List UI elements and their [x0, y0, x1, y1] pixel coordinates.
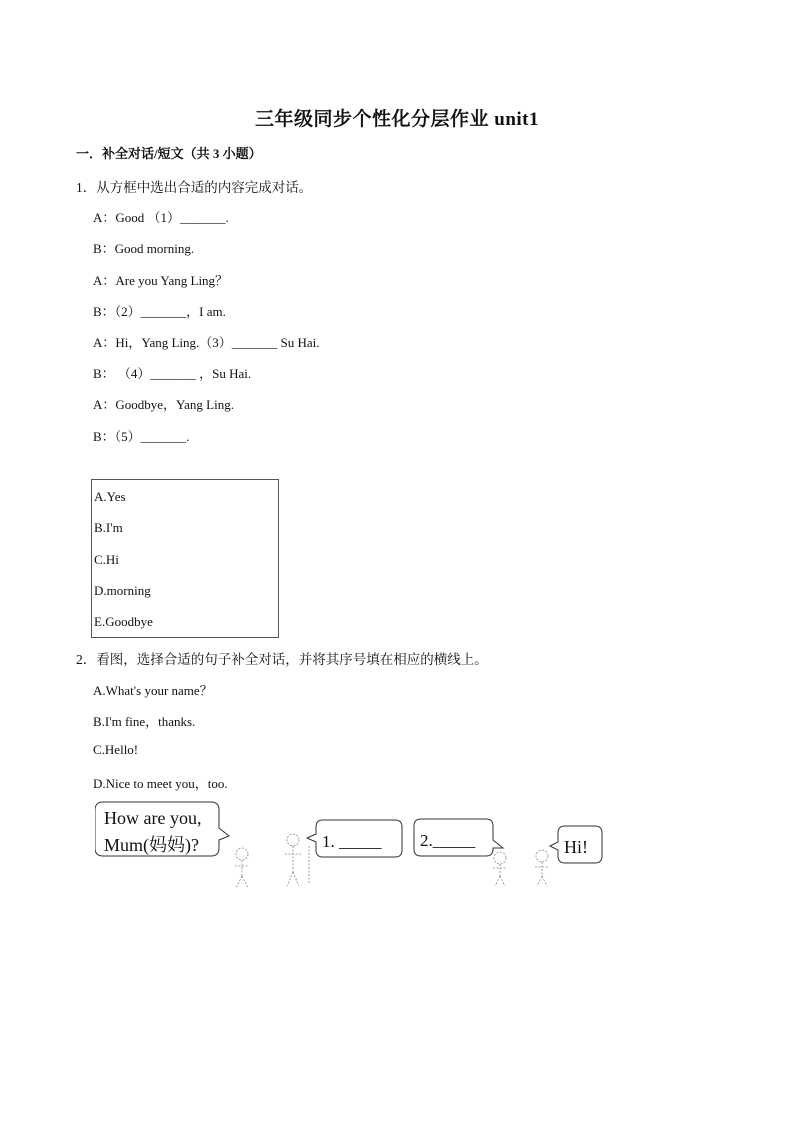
sentence-option: A.What's your name？	[93, 683, 213, 698]
dialogue-line: B：（2）_______，I am.	[93, 304, 226, 319]
option-item: D.morning	[94, 583, 151, 598]
speech-bubble-4	[550, 826, 602, 863]
dialogue-line: B：（5）_______.	[93, 429, 190, 444]
dialogue-line: A：Goodbye，Yang Ling.	[93, 397, 234, 412]
dialogue-illustration	[95, 796, 605, 896]
question-2-prompt: 2．看图，选择合适的句子补全对话，并将其序号填在相应的横线上。	[76, 652, 488, 667]
sentence-option: D.Nice to meet you，too.	[93, 776, 228, 791]
bubble-4-text: Hi!	[564, 837, 588, 857]
question-1-prompt: 1．从方框中选出合适的内容完成对话。	[76, 180, 313, 195]
figure-child-left	[235, 848, 249, 888]
dialogue-line: A：Are you Yang Ling？	[93, 273, 229, 288]
figure-mother	[285, 834, 309, 886]
sentence-option: C.Hello!	[93, 742, 139, 757]
bubble-1-line-2: Mum(妈妈)?	[104, 835, 199, 855]
option-item: E.Goodbye	[94, 614, 153, 629]
speech-bubble-3	[414, 819, 503, 856]
bubble-3-text: 2._____	[420, 831, 476, 850]
sentence-option: B.I'm fine，thanks.	[93, 714, 196, 729]
option-item: C.Hi	[94, 552, 119, 567]
option-item: B.I'm	[94, 520, 123, 535]
page-title: 三年级同步个性化分层作业 unit1	[255, 109, 539, 130]
dialogue-line: A：Hi，Yang Ling.（3）_______ Su Hai.	[93, 335, 320, 350]
option-item: A.Yes	[94, 489, 126, 504]
figure-child-right	[535, 850, 549, 886]
dialogue-line: B： （4）_______ ，Su Hai.	[93, 366, 252, 381]
section-heading: 一．补全对话/短文（共 3 小题）	[76, 146, 262, 161]
speech-bubble-1	[95, 802, 229, 856]
dialogue-line: B：Good morning.	[93, 241, 195, 256]
dialogue-line: A：Good （1）_______.	[93, 210, 229, 225]
bubble-2-text: 1. _____	[322, 832, 382, 851]
figure-child-center	[493, 852, 507, 886]
bubble-1-line-1: How are you,	[104, 808, 202, 828]
speech-bubble-2	[307, 820, 402, 857]
